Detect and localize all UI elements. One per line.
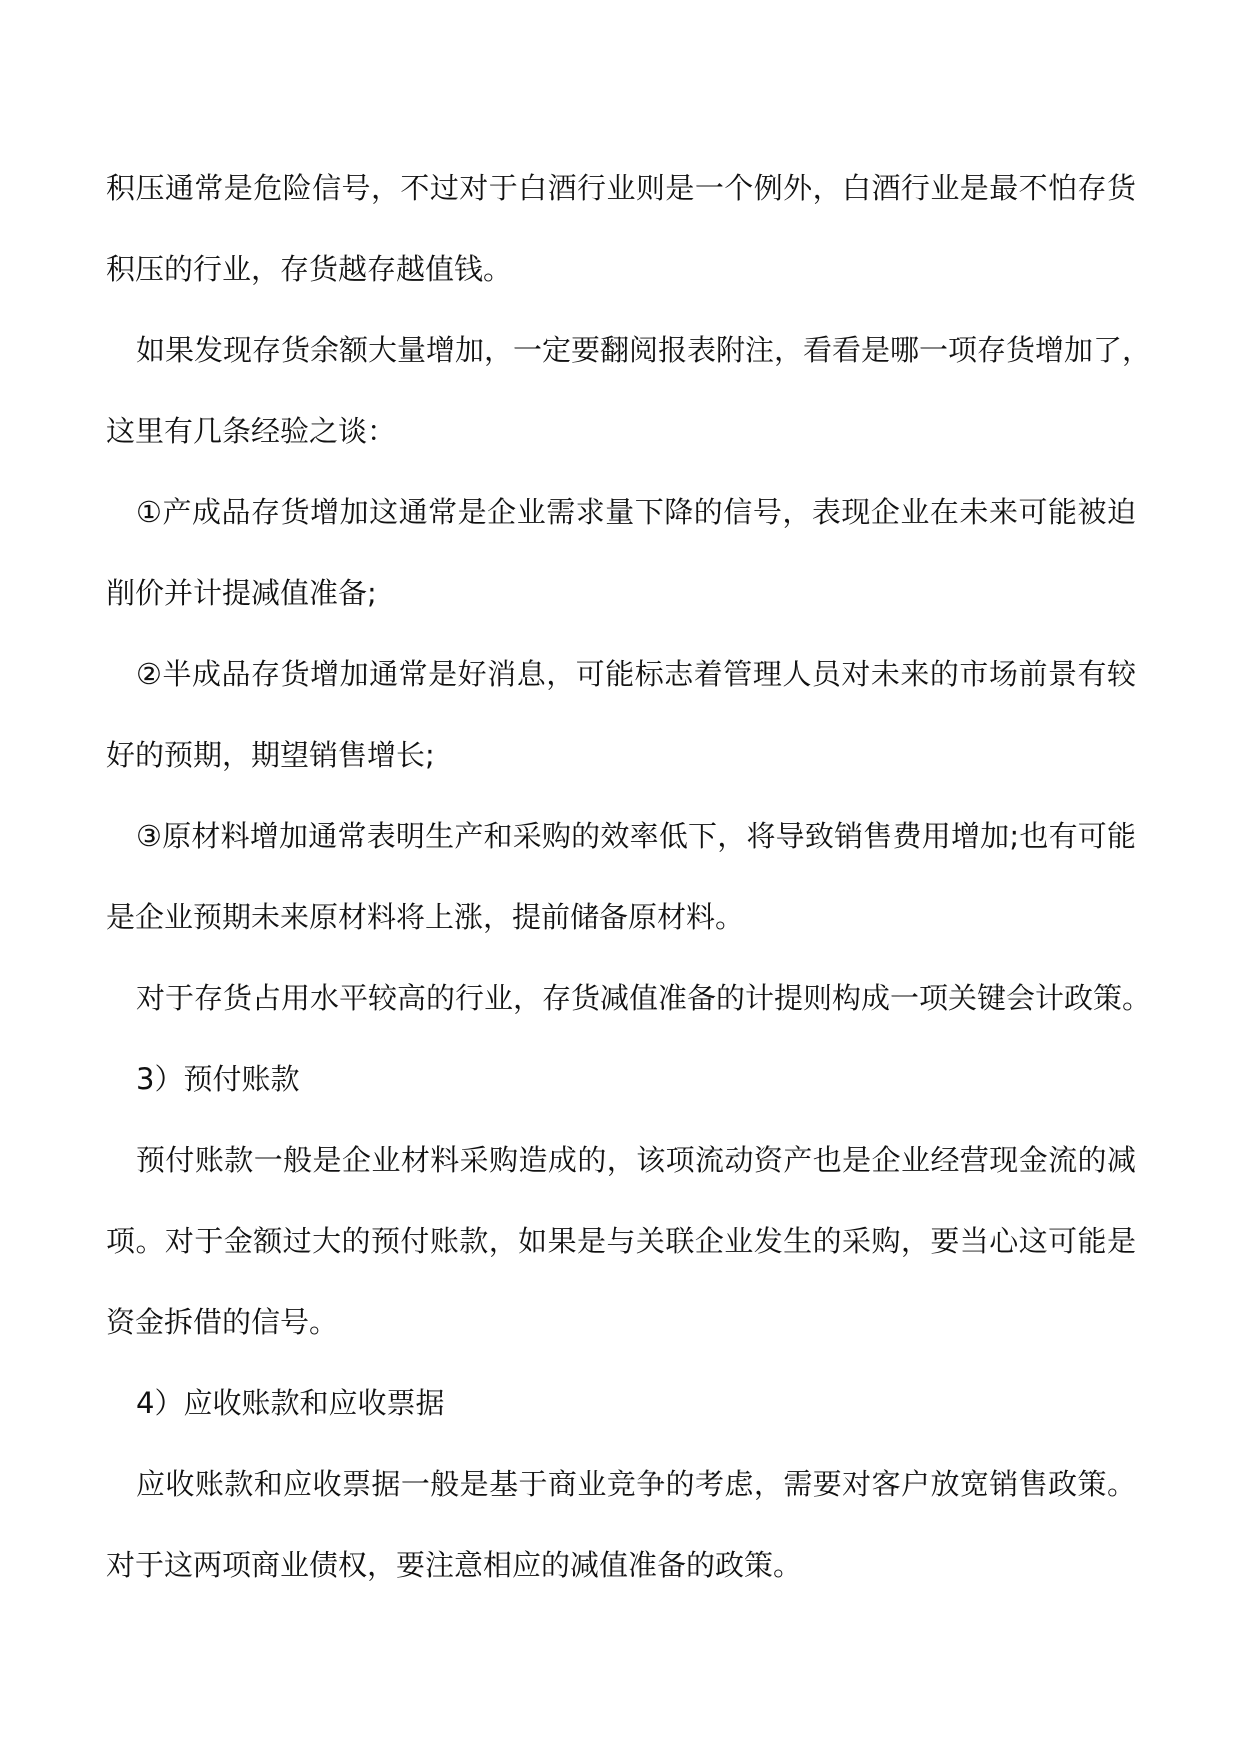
text-line: 资金拆借的信号。 — [106, 1305, 339, 1339]
text-line: ②半成品存货增加通常是好消息，可能标志着管理人员对未来的市场前景有较 — [136, 657, 1136, 691]
text-line: 是企业预期未来原材料将上涨，提前储备原材料。 — [106, 900, 745, 934]
text-line: 对于这两项商业债权，要注意相应的减值准备的政策。 — [106, 1548, 803, 1582]
text-line: ①产成品存货增加这通常是企业需求量下降的信号，表现企业在未来可能被迫 — [136, 495, 1136, 529]
text-line: 积压的行业，存货越存越值钱。 — [106, 252, 513, 286]
text-line: 如果发现存货余额大量增加，一定要翻阅报表附注，看看是哪一项存货增加了， — [136, 333, 1152, 367]
text-line: 这里有几条经验之谈： — [106, 414, 397, 448]
text-line: 积压通常是危险信号，不过对于白酒行业则是一个例外，白酒行业是最不怕存货 — [106, 171, 1136, 205]
section-heading: 3）预付账款 — [136, 1062, 300, 1096]
section-heading: 4）应收账款和应收票据 — [136, 1386, 445, 1420]
text-line: 应收账款和应收票据一般是基于商业竞争的考虑，需要对客户放宽销售政策。 — [136, 1467, 1136, 1501]
text-line: 削价并计提减值准备; — [106, 576, 377, 610]
text-line: 预付账款一般是企业材料采购造成的，该项流动资产也是企业经营现金流的减 — [136, 1143, 1136, 1177]
text-line: 好的预期，期望销售增长; — [106, 738, 435, 772]
text-line: ③原材料增加通常表明生产和采购的效率低下，将导致销售费用增加;也有可能 — [136, 819, 1136, 853]
text-line: 项。对于金额过大的预付账款，如果是与关联企业发生的采购，要当心这可能是 — [106, 1224, 1136, 1258]
text-line: 对于存货占用水平较高的行业，存货减值准备的计提则构成一项关键会计政策。 — [136, 981, 1152, 1015]
